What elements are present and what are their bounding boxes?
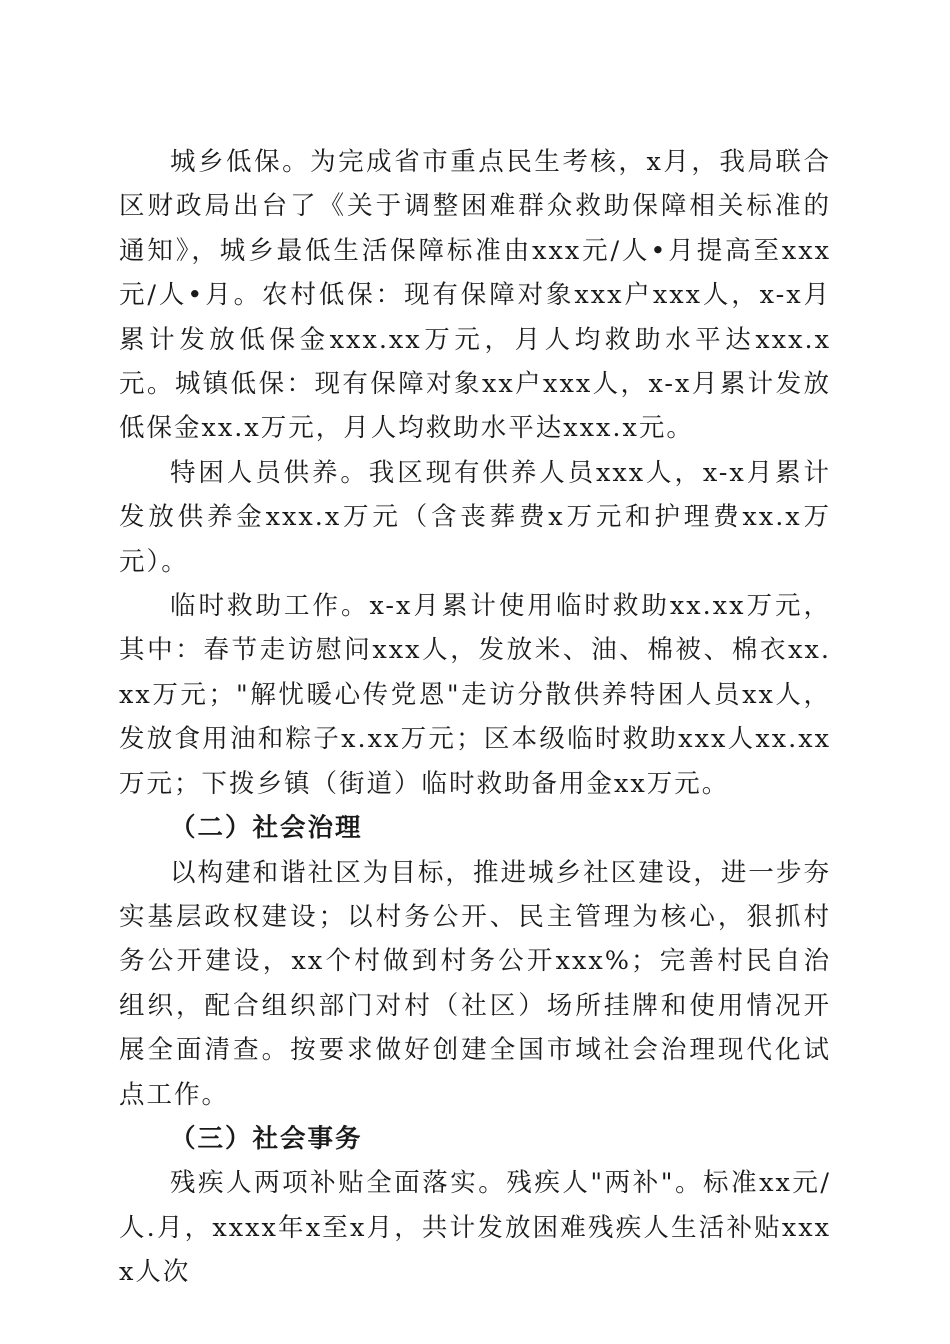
paragraph-social-governance: 以构建和谐社区为目标，推进城乡社区建设，进一步夯实基层政权建设；以村务公开、民主管理为核心，狠抓村务公开建设，xx个村做到村务公开xxx%；完善村民自治组织，配合组织部门对村（社区）场所挂牌和使用情况开展全面清查。按要求做好创建全国市域社会治理现代化试点工作。 bbox=[119, 857, 831, 1110]
section-heading-social-governance: （二）社会治理 bbox=[170, 813, 363, 844]
section-heading-social-affairs: （三）社会事务 bbox=[170, 1123, 363, 1154]
paragraph-social-affairs: 残疾人两项补贴全面落实。残疾人"两补"。标准xx元/人.月，xxxx年x至x月，共计发放困难残疾人生活补贴xxxx人次 bbox=[119, 1168, 831, 1288]
paragraph-urban-rural-subsistence: 城乡低保。为完成省市重点民生考核，x月，我局联合区财政局出台了《关于调整困难群众救助保障相关标准的通知》，城乡最低生活保障标准由xxx元/人•月提高至xxx元/人•月。农村低保：现有保障对象xxx户xxx人，x-x月累计发放低保金xxx.xx万元，月人均救助水平达xxx.x元。城镇低保：现有保障对象xx户xxx人，x-x月累计发放低保金xx.x万元，月人均救助水平达xxx.x元。 bbox=[119, 147, 831, 444]
document-body bbox=[119, 140, 831, 1295]
paragraph-temporary-assistance: 临时救助工作。x-x月累计使用临时救助xx.xx万元，其中：春节走访慰问xxx人，发放米、油、棉被、棉衣xx.xx万元；"解忧暖心传党恩"走访分散供养特困人员xx人，发放食用油和粽子x.xx万元；区本级临时救助xxx人xx.xx万元；下拨乡镇（街道）临时救助备用金xx万元。 bbox=[119, 591, 831, 799]
paragraph-destitute-support: 特困人员供养。我区现有供养人员xxx人，x-x月累计发放供养金xxx.x万元（含丧葬费x万元和护理费xx.x万元）。 bbox=[119, 457, 831, 577]
